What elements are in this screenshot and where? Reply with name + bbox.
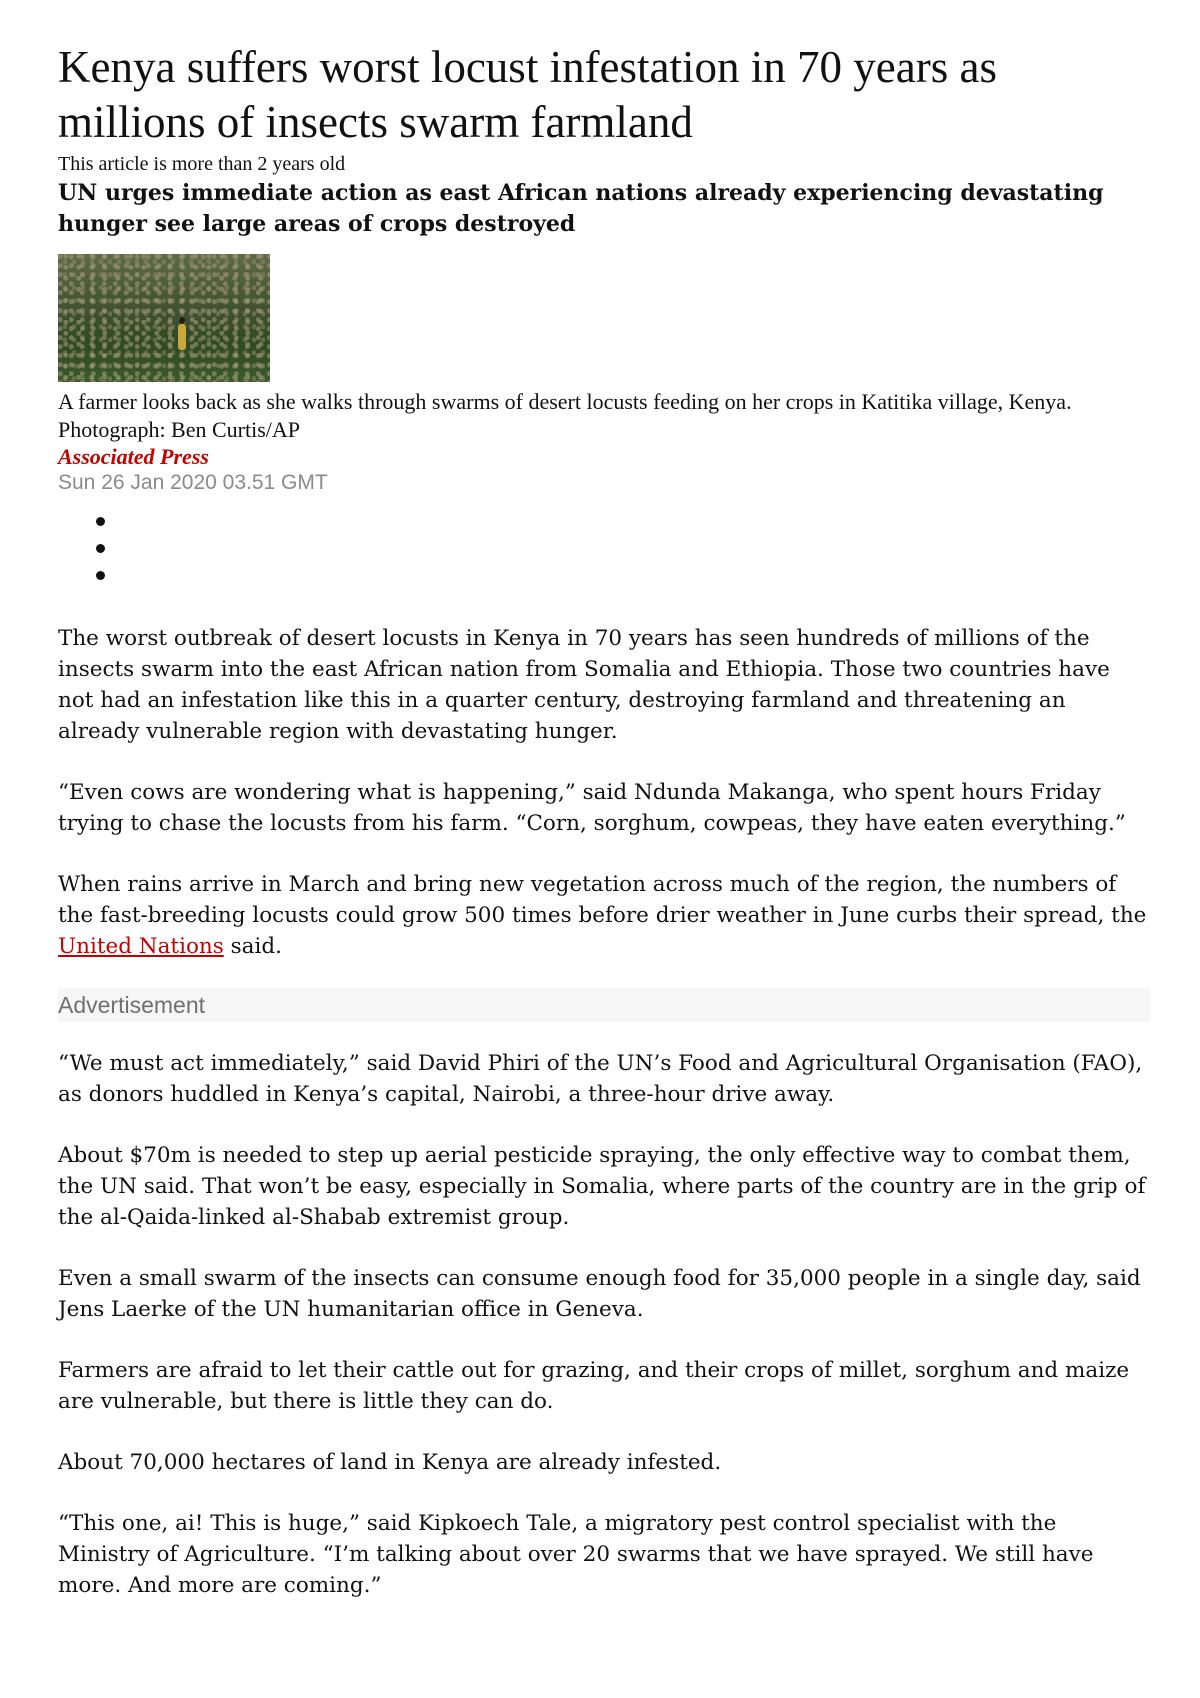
- paragraph-8: About 70,000 hectares of land in Kenya are already infested.: [58, 1450, 722, 1475]
- share-list: [58, 508, 1150, 589]
- paragraph-9: “This one, ai! This is huge,” said Kipkoech Tale, a migratory pest control specialist with the Ministry of Agriculture. “I’m talking about over 20 swarms that we have sprayed. We still have more. And more are coming.”: [58, 1511, 1094, 1598]
- paragraph-3: [58, 869, 1150, 962]
- photo-caption: A farmer looks back as she walks through swarms of desert locusts feeding on her crops in Katitika village, Kenya. Photograph: Ben Curtis/AP: [58, 389, 1072, 442]
- paragraph-3-text-b: said.: [223, 934, 282, 959]
- farmer-figure: [178, 324, 186, 350]
- united-nations-link[interactable]: United Nations: [58, 934, 224, 959]
- paragraph-2: “Even cows are wondering what is happening,” said Ndunda Makanga, who spent hours Friday trying to chase the locusts from his farm. “Corn, sorghum, cowpeas, they have eaten everything.”: [58, 780, 1126, 836]
- publish-date: Sun 26 Jan 2020 03.51 GMT: [58, 471, 328, 494]
- article-body: [58, 623, 1150, 1601]
- paragraph-7: Farmers are afraid to let their cattle out for grazing, and their crops of millet, sorghum and maize are vulnerable, but there is little they can do.: [58, 1358, 1130, 1414]
- paragraph-5: About $70m is needed to step up aerial pesticide spraying, the only effective way to combat them, the UN said. That won’t be easy, especially in Somalia, where parts of the country are in the grip of the al-Qaida-linked al-Shabab extremist group.: [58, 1143, 1146, 1230]
- share-item-2[interactable]: [58, 535, 1150, 562]
- article: [58, 40, 1150, 1631]
- paragraph-3-text-a: When rains arrive in March and bring new vegetation across much of the region, the numbers of the fast-breeding locusts could grow 500 times before drier weather in June curbs their spread, the: [58, 872, 1147, 928]
- share-item-3[interactable]: [58, 562, 1150, 589]
- advertisement-label: Advertisement: [58, 988, 1150, 1022]
- share-item-1[interactable]: [58, 508, 1150, 535]
- byline-link[interactable]: Associated Press: [58, 444, 209, 469]
- article-photo[interactable]: [58, 254, 270, 382]
- headline: Kenya suffers worst locust infestation in 70 years as millions of insects swarm farmland: [58, 42, 997, 147]
- standfirst: UN urges immediate action as east African nations already experiencing devastating hunger see large areas of crops destroyed: [58, 180, 1104, 237]
- paragraph-6: Even a small swarm of the insects can consume enough food for 35,000 people in a single day, said Jens Laerke of the UN humanitarian office in Geneva.: [58, 1266, 1141, 1322]
- article-age-notice: This article is more than 2 years old: [58, 153, 346, 175]
- paragraph-1: The worst outbreak of desert locusts in Kenya in 70 years has seen hundreds of millions of the insects swarm into the east African nation from Somalia and Ethiopia. Those two countries have not had an infestation like this in a quarter century, destroying farmland and threatening an already vulnerable region with devastating hunger.: [58, 626, 1110, 744]
- paragraph-4: “We must act immediately,” said David Phiri of the UN’s Food and Agricultural Organisation (FAO), as donors huddled in Kenya’s capital, Nairobi, a three-hour drive away.: [58, 1051, 1143, 1107]
